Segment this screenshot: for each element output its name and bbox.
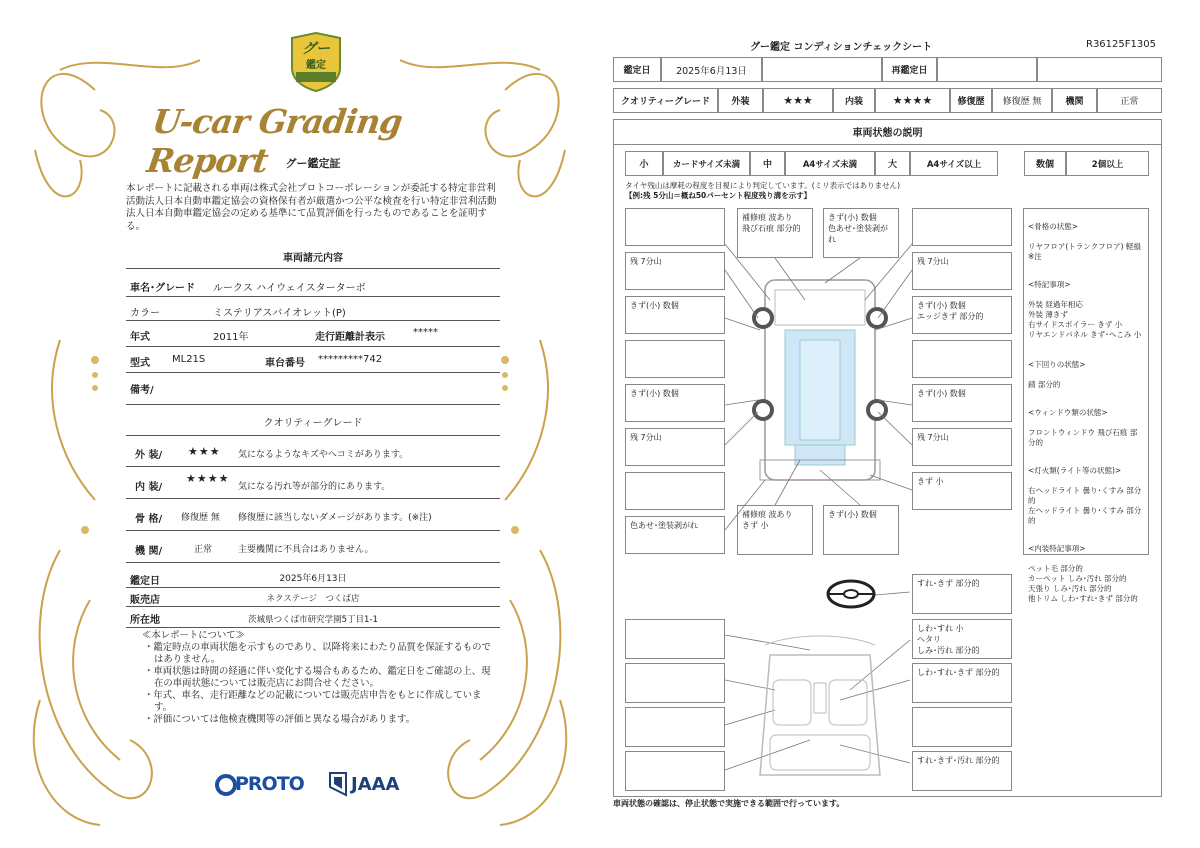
box-left-bottom: 色あせ･塗装剥がれ (625, 516, 725, 554)
box-interior-left-4 (625, 751, 725, 791)
box-interior-blank (912, 707, 1012, 747)
tire-note-2: 【例:残 5分山＝概ね50パーセント程度残り溝を示す】 (625, 191, 812, 200)
date-label: 鑑定日 (130, 576, 160, 587)
divider (126, 562, 500, 563)
jaaa-logo-icon (327, 771, 349, 797)
box-left-rear-side: きず(小) 数個 (625, 384, 725, 422)
frame-title: <骨格の状態> (1028, 222, 1079, 231)
shop-value: ネクステージ つくば店 (266, 594, 360, 604)
box-right-tire-front: 残 7分山 (912, 252, 1012, 290)
box-interior-left-3 (625, 707, 725, 747)
light-title: <灯火類(ライト等の状態)> (1028, 466, 1122, 475)
script-title: U-car Grading Report (144, 102, 405, 180)
divider (126, 606, 500, 607)
frame-label: 骨 格/ (135, 514, 163, 525)
size-count: 数個 (1024, 151, 1066, 176)
goo-kantei-badge (288, 32, 344, 92)
interior-label: 内 装/ (135, 482, 163, 493)
under-title: <下回りの状態> (1028, 360, 1086, 369)
size-large-desc: A4サイズ以上 (910, 151, 998, 176)
year-label: 年式 (130, 332, 150, 343)
engine-value: 正常 (194, 545, 213, 555)
name-label: 車名･グレード (130, 283, 195, 294)
logos (215, 768, 415, 800)
divider (126, 372, 500, 373)
frame-text: リヤフロア(トランクフロア) 軽損 ※注 (1028, 242, 1141, 261)
window-text: フロントウィンドウ 飛び石痕 部分的 (1028, 428, 1138, 447)
cert-title: グー鑑定証 (285, 157, 341, 170)
under-text: 錆 部分的 (1028, 380, 1061, 389)
condition-title: 車両状態の説明 (613, 119, 1162, 145)
engine-value: 正常 (1097, 88, 1162, 113)
box-right-front-side: きず(小) 数個 エッジきず 部分的 (912, 296, 1012, 334)
remarks-label: 備考/ (130, 385, 154, 396)
box-bottom-center-right: きず(小) 数個 (823, 505, 899, 555)
steering-wheel-icon (825, 578, 877, 610)
date-value: 2025年6月13日 (279, 574, 347, 584)
exterior-text: 気になるようなキズやへコミがあります。 (238, 450, 409, 460)
box-steering: すれ･きず 部分的 (912, 574, 1012, 614)
qg-label: クオリティーグレード (613, 88, 718, 113)
box-bottom-center-left: 補修痕 波あり きず 小 (737, 505, 813, 555)
notes-title: ≪本レポートについて≫ (142, 630, 245, 641)
jaaa-logo: JAAA (351, 774, 400, 795)
box-left-tire-front: 残 7分山 (625, 252, 725, 290)
badge-brand: グー (302, 41, 330, 57)
size-small-desc: カードサイズ未満 (663, 151, 750, 176)
note-item: ・車両状態は時間の経過に伴い変化する場合もあるため、鑑定日をご確認の上、現在の車両状態については販売店にお問合せください。 (144, 666, 491, 689)
divider (126, 587, 500, 588)
divider (126, 498, 500, 499)
int-label: 内装 (833, 88, 875, 113)
year-value: 2011年 (213, 332, 249, 343)
interior-stars: ★★★★ (186, 472, 230, 485)
color-value: ミステリアスバイオレット(P) (213, 308, 346, 319)
reinspect-label: 再鑑定日 (882, 57, 937, 82)
date-value: 2025年6月13日 (661, 57, 762, 82)
repair-label: 修復歴 (950, 88, 992, 113)
box-left-tire-rear: 残 7分山 (625, 428, 725, 466)
tire-note-1: タイヤ残山は摩耗の程度を目視により判定しています。(ミリ表示ではありません) (625, 181, 901, 190)
specs-title: 車両諸元内容 (283, 253, 343, 264)
exterior-label: 外 装/ (135, 450, 163, 461)
cert-text: 本レポートに記載される車両は株式会社プロトコーポレーションが委託する特定非営利活動法人日本自動車鑑定協会の資格保有者が厳選かつ公平な検査を行い特定非営利活動法人日本自動車鑑定協会の定める基準にて品質評価を行ったものであることを証明する。 (126, 183, 497, 232)
repair-value: 修復歴 無 (992, 88, 1052, 113)
footer-note: 車両状態の確認は、停止状態で実施できる範囲で行っています。 (613, 799, 845, 808)
divider (126, 296, 500, 297)
condition-check-sheet (610, 0, 1200, 848)
box-rear: すれ･きず･汚れ 部分的 (912, 751, 1012, 791)
frame-text: 修復歴に該当しないダメージがあります。(※注) (238, 513, 432, 523)
badge-sub: 鑑定 (306, 60, 326, 71)
box-right-rear-side: きず(小) 数個 (912, 384, 1012, 422)
chassis-label: 車台番号 (265, 358, 305, 369)
proto-logo-icon (215, 774, 237, 796)
box-right-rear-corner: きず 小 (912, 472, 1012, 510)
box-left-front-side: きず(小) 数個 (625, 296, 725, 334)
divider (126, 320, 500, 321)
divider (126, 466, 500, 467)
ext-label: 外装 (718, 88, 763, 113)
special-title: <特記事項> (1028, 280, 1071, 289)
divider (126, 627, 500, 628)
window-title: <ウィンドウ類の状態> (1028, 408, 1108, 417)
chassis-value: *********742 (318, 354, 383, 365)
date-label: 鑑定日 (613, 57, 661, 82)
model-value: ML21S (172, 354, 206, 365)
exterior-stars: ★★★ (188, 445, 221, 458)
special-text: 外装 経過年相応 外装 薄きず 右サイドスポイラー きず 小 リヤエンドパネル きず･へこみ 小 (1028, 300, 1142, 339)
engine-text: 主要機関に不具合はありません。 (238, 545, 374, 555)
divider (126, 268, 500, 269)
proto-logo: PROTO (235, 773, 304, 795)
note-item: ・年式、車名、走行距離などの記載については販売店申告をもとに作成しています。 (144, 690, 482, 713)
side-notes (1023, 208, 1149, 603)
odo-label: 走行距離計表示 (315, 332, 385, 343)
box-top-center-left: 補修痕 波あり 飛び石痕 部分的 (737, 208, 813, 258)
size-mid: 中 (750, 151, 785, 176)
size-count-desc: 2個以上 (1066, 151, 1149, 176)
sheet-title: グー鑑定 コンディションチェックシート (750, 42, 933, 53)
box-right-tire-rear: 残 7分山 (912, 428, 1012, 466)
size-large: 大 (875, 151, 910, 176)
color-label: カラー (130, 308, 160, 319)
box-top-center-right: きず(小) 数個 色あせ･塗装剥がれ (823, 208, 899, 258)
size-mid-desc: A4サイズ未満 (785, 151, 875, 176)
note-item: ・鑑定時点の車両状態を示すものであり、以降将来にわたり品質を保証するものではありません。 (144, 642, 491, 665)
engine-label: 機 関/ (135, 546, 163, 557)
model-label: 型式 (130, 358, 150, 369)
box-dash: しわ･すれ 小 へタリ しみ･汚れ 部分的 (912, 619, 1012, 659)
light-text: 右ヘッドライト 曇り･くすみ 部分的 左ヘッドライト 曇り･くすみ 部分的 (1028, 486, 1142, 525)
ext-stars: ★★★ (763, 88, 833, 113)
interior-title: <内装特記事項> (1028, 544, 1086, 553)
car-interior-icon (755, 635, 885, 785)
divider (126, 530, 500, 531)
box-seat: しわ･すれ･きず 部分的 (912, 663, 1012, 703)
engine-label: 機関 (1052, 88, 1097, 113)
report-id: R36125F1305 (1086, 39, 1156, 50)
box-interior-left-1 (625, 619, 725, 659)
odo-value: ***** (413, 327, 438, 338)
address-label: 所在地 (130, 615, 160, 626)
interior-text: 気になる汚れ等が部分的にあります。 (238, 482, 391, 492)
address-value: 茨城県つくば市研究学園5丁目1-1 (248, 615, 378, 625)
divider (126, 435, 500, 436)
divider (126, 404, 500, 405)
size-small: 小 (625, 151, 663, 176)
report-notes (142, 630, 497, 726)
quality-title: クオリティーグレード (263, 418, 363, 429)
divider (126, 346, 500, 347)
frame-value: 修復歴 無 (181, 513, 220, 523)
shop-label: 販売店 (130, 595, 160, 606)
interior-text: ペット毛 部分的 カーペット しみ･汚れ 部分的 天張り しみ･汚れ 部分的 他トリム しわ･すれ･きず 部分的 (1028, 564, 1138, 603)
box-interior-left-2 (625, 663, 725, 703)
name-value: ルークス ハイウェイスターターボ (213, 283, 366, 294)
note-item: ・評価については他検査機関等の評価と異なる場合があります。 (144, 714, 415, 725)
int-stars: ★★★★ (875, 88, 950, 113)
